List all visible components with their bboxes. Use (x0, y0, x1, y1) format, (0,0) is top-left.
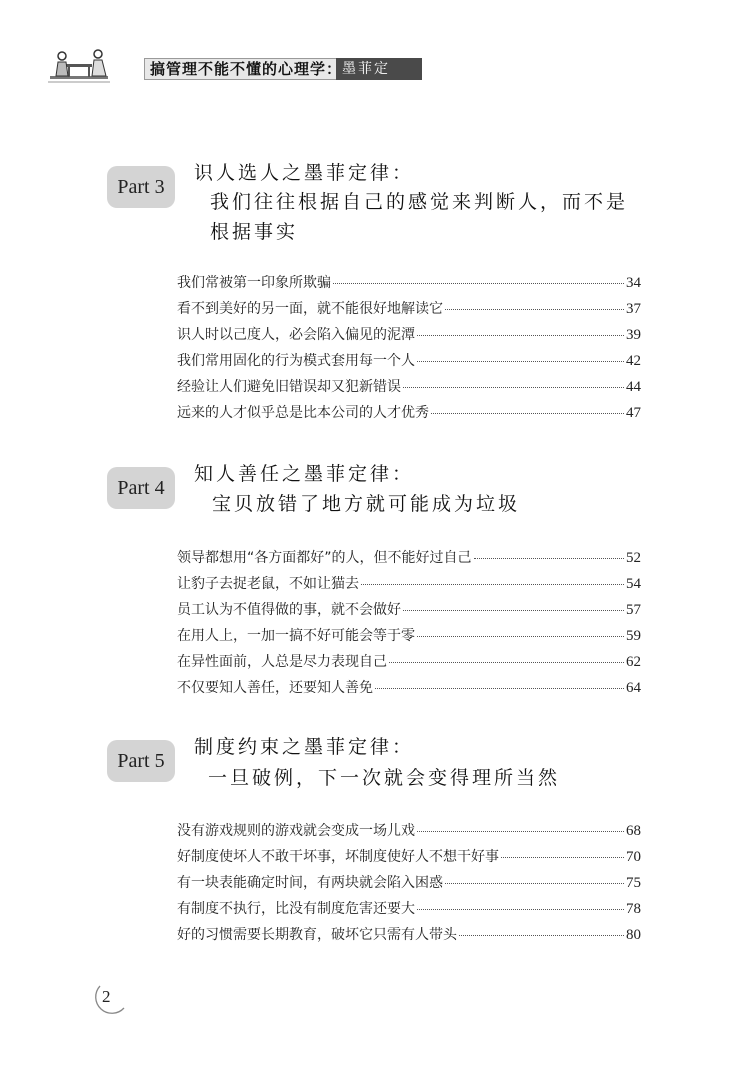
toc-entry[interactable] (177, 820, 641, 846)
dot-leader (417, 636, 624, 637)
part-title: 知人善任之墨菲定律： (194, 463, 415, 485)
part-badge: Part 4 (107, 467, 175, 509)
toc-entry-title: 在用人上，一加一搞不好可能会等于零 (177, 628, 415, 644)
toc-entry[interactable] (177, 324, 641, 350)
toc-entry-page: 42 (626, 353, 641, 369)
part-subtitle: 我们往往根据自己的感觉来判断人，而不是 (210, 191, 629, 213)
toc-entry-title: 让豹子去捉老鼠，不如让猫去 (177, 576, 359, 592)
toc-entry-page: 37 (626, 301, 641, 317)
toc-entry[interactable] (177, 677, 641, 703)
toc-entry-title: 没有游戏规则的游戏就会变成一场儿戏 (177, 823, 415, 839)
toc-entry[interactable] (177, 846, 641, 872)
toc-entry-page: 39 (626, 327, 641, 343)
dot-leader (375, 688, 624, 689)
toc-entry-page: 47 (626, 405, 641, 421)
toc-list (177, 547, 641, 703)
part-title: 识人选人之墨菲定律： (194, 162, 415, 184)
toc-entry-title: 有制度不执行，比没有制度危害还要大 (177, 901, 415, 917)
part-badge: Part 3 (107, 166, 175, 208)
toc-entry-title: 远来的人才似乎总是比本公司的人才优秀 (177, 405, 429, 421)
toc-entry-title: 看不到美好的另一面，就不能很好地解读它 (177, 301, 443, 317)
toc-entry-title: 领导都想用“各方面都好”的人，但不能好过自己 (177, 550, 472, 566)
toc-entry[interactable] (177, 872, 641, 898)
toc-entry[interactable] (177, 625, 641, 651)
toc-entry-page: 34 (626, 275, 641, 291)
toc-entry-page: 75 (626, 875, 641, 891)
part-subtitle: 宝贝放错了地方就可能成为垃圾 (212, 493, 521, 515)
toc-list (177, 272, 641, 428)
toc-entry-title: 我们常被第一印象所欺骗 (177, 275, 331, 291)
dot-leader (417, 335, 624, 336)
toc-entry-title: 识人时以己度人，必会陷入偏见的泥潭 (177, 327, 415, 343)
dot-leader (417, 361, 624, 362)
toc-entry-page: 80 (626, 927, 641, 943)
running-header (40, 44, 400, 97)
book-subtitle: 墨菲定律 (342, 61, 390, 97)
toc-entry[interactable] (177, 651, 641, 677)
scholars-illustration-icon (48, 46, 110, 86)
toc-entry-page: 70 (626, 849, 641, 865)
toc-list (177, 820, 641, 950)
toc-entry-title: 好制度使坏人不敢干坏事，坏制度使好人不想干好事 (177, 849, 499, 865)
dot-leader (445, 309, 624, 310)
toc-entry-page: 62 (626, 654, 641, 670)
toc-entry[interactable] (177, 599, 641, 625)
toc-entry-title: 经验让人们避免旧错误却又犯新错误 (177, 379, 401, 395)
dot-leader (403, 387, 624, 388)
toc-entry[interactable] (177, 376, 641, 402)
toc-entry[interactable] (177, 350, 641, 376)
toc-entry[interactable] (177, 272, 641, 298)
toc-entry-title: 在异性面前，人总是尽力表现自己 (177, 654, 387, 670)
toc-entry[interactable] (177, 573, 641, 599)
toc-entry-page: 59 (626, 628, 641, 644)
toc-entry[interactable] (177, 898, 641, 924)
toc-entry-page: 52 (626, 550, 641, 566)
book-title: 搞管理不能不懂的心理学： (150, 60, 343, 78)
dot-leader (474, 558, 624, 559)
toc-entry-page: 78 (626, 901, 641, 917)
dot-leader (417, 909, 624, 910)
part-subtitle-continued: 根据事实 (210, 221, 299, 243)
dot-leader (431, 413, 624, 414)
dot-leader (501, 857, 624, 858)
toc-entry[interactable] (177, 298, 641, 324)
dot-leader (403, 610, 624, 611)
page-number: 2 (102, 987, 111, 1006)
toc-entry-title: 好的习惯需要长期教育，破坏它只需有人带头 (177, 927, 457, 943)
toc-entry-page: 68 (626, 823, 641, 839)
toc-entry[interactable] (177, 547, 641, 573)
dot-leader (445, 883, 624, 884)
toc-entry-title: 有一块表能确定时间，有两块就会陷入困惑 (177, 875, 443, 891)
toc-entry-page: 57 (626, 602, 641, 618)
part-title: 制度约束之墨菲定律： (194, 736, 415, 758)
dot-leader (361, 584, 624, 585)
dot-leader (389, 662, 624, 663)
toc-entry-page: 64 (626, 680, 641, 696)
part-badge: Part 5 (107, 740, 175, 782)
dot-leader (333, 283, 624, 284)
toc-entry-page: 44 (626, 379, 641, 395)
part-subtitle: 一旦破例，下一次就会变得理所当然 (208, 767, 561, 789)
toc-entry[interactable] (177, 402, 641, 428)
toc-entry-title: 员工认为不值得做的事，就不会做好 (177, 602, 401, 618)
toc-entry[interactable] (177, 924, 641, 950)
toc-entry-page: 54 (626, 576, 641, 592)
dot-leader (459, 935, 624, 936)
toc-entry-title: 不仅要知人善任，还要知人善免 (177, 680, 373, 696)
toc-entry-title: 我们常用固化的行为模式套用每一个人 (177, 353, 415, 369)
dot-leader (417, 831, 624, 832)
